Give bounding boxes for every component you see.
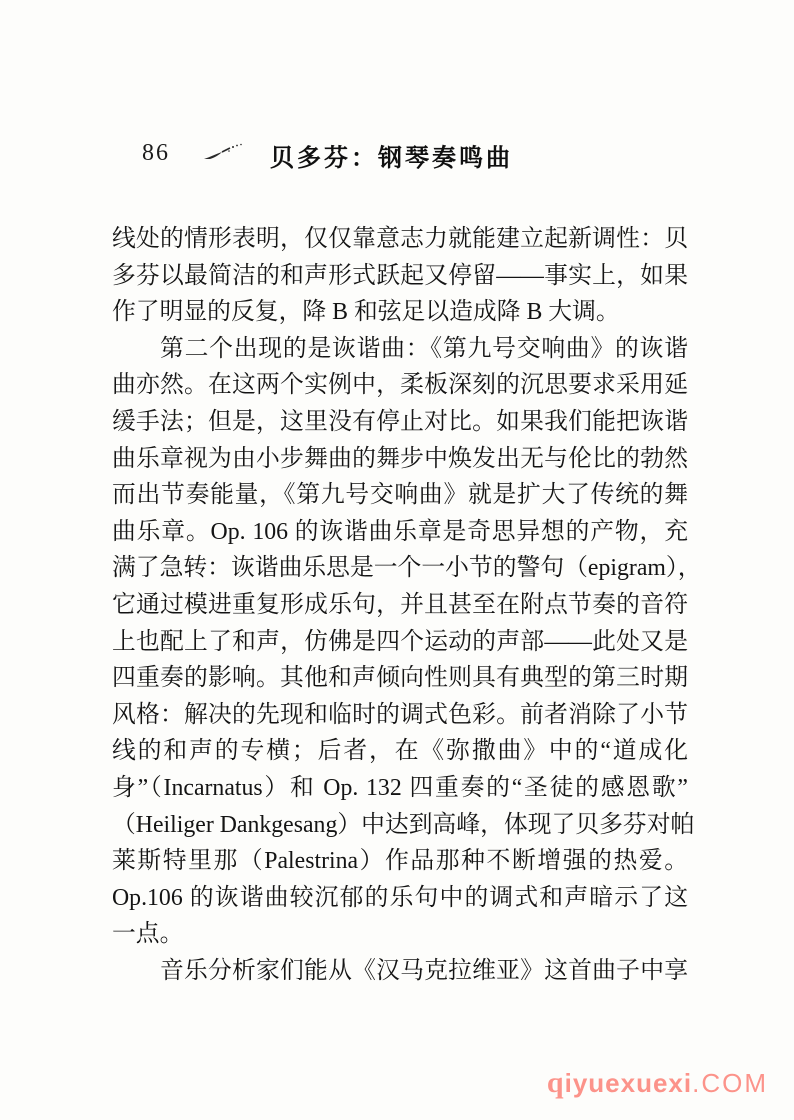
text-line: 曲乐章。Op. 106 的诙谐曲乐章是奇思异想的产物，充 bbox=[112, 518, 688, 545]
text-line: 满了急转：诙谐曲乐思是一个一小节的警句（epigram）， bbox=[112, 555, 702, 582]
text-line: 而出节奏能量，《第九号交响曲》就是扩大了传统的舞 bbox=[112, 482, 688, 509]
body-text-block bbox=[112, 221, 702, 989]
watermark-domain: iyuexuexi bbox=[564, 1068, 693, 1098]
text-line: Op.106 的诙谐曲较沉郁的乐句中的调式和声暗示了这 bbox=[112, 884, 688, 911]
text-line: 它通过模进重复形成乐句，并且甚至在附点节奏的音符 bbox=[112, 591, 688, 618]
text-line: 缓手法；但是，这里没有停止对比。如果我们能把诙谐 bbox=[112, 408, 688, 435]
watermark-tld: .COM bbox=[692, 1068, 768, 1098]
text-line: 上也配上了和声，仿佛是四个运动的声部——此处又是 bbox=[112, 628, 688, 655]
brush-stroke-ornament-icon bbox=[200, 142, 252, 166]
text-line: 曲亦然。在这两个实例中，柔板深刻的沉思要求采用延 bbox=[112, 372, 688, 399]
text-line: 线的和声的专横；后者，在《弥撒曲》中的“道成化 bbox=[112, 738, 688, 765]
page-number: 86 bbox=[142, 140, 170, 166]
running-header bbox=[142, 138, 694, 173]
text-line: 身”（Incarnatus）和 Op. 132 四重奏的“圣徒的感恩歌” bbox=[112, 774, 688, 801]
text-line: 莱斯特里那（Palestrina）作品那种不断增强的热爱。 bbox=[112, 848, 688, 875]
text-line: 线处的情形表明，仅仅靠意志力就能建立起新调性：贝 bbox=[112, 226, 688, 252]
text-line: 四重奏的影响。其他和声倾向性则具有典型的第三时期 bbox=[112, 665, 688, 692]
text-line: 一点。 bbox=[112, 921, 184, 948]
text-line: 曲乐章视为由小步舞曲的舞步中焕发出无与伦比的勃然 bbox=[112, 445, 688, 472]
text-line: 作了明显的反复，降 B 和弦足以造成降 B 大调。 bbox=[112, 299, 620, 326]
running-header-title: 贝多芬：钢琴奏鸣曲 bbox=[270, 144, 513, 173]
watermark-q: q bbox=[546, 1066, 565, 1099]
text-line: 多芬以最简洁的和声形式跃起又停留——事实上，如果 bbox=[112, 262, 688, 289]
text-line: 第二个出现的是诙谐曲：《第九号交响曲》的诙谐 bbox=[160, 335, 688, 362]
text-line: 音乐分析家们能从《汉马克拉维亚》这首曲子中享 bbox=[160, 957, 688, 984]
watermark-logo bbox=[547, 1066, 768, 1100]
text-line: （Heiliger Dankgesang）中达到高峰，体现了贝多芬对帕 bbox=[112, 811, 695, 838]
text-line: 风格：解决的先现和临时的调式色彩。前者消除了小节 bbox=[112, 701, 688, 728]
